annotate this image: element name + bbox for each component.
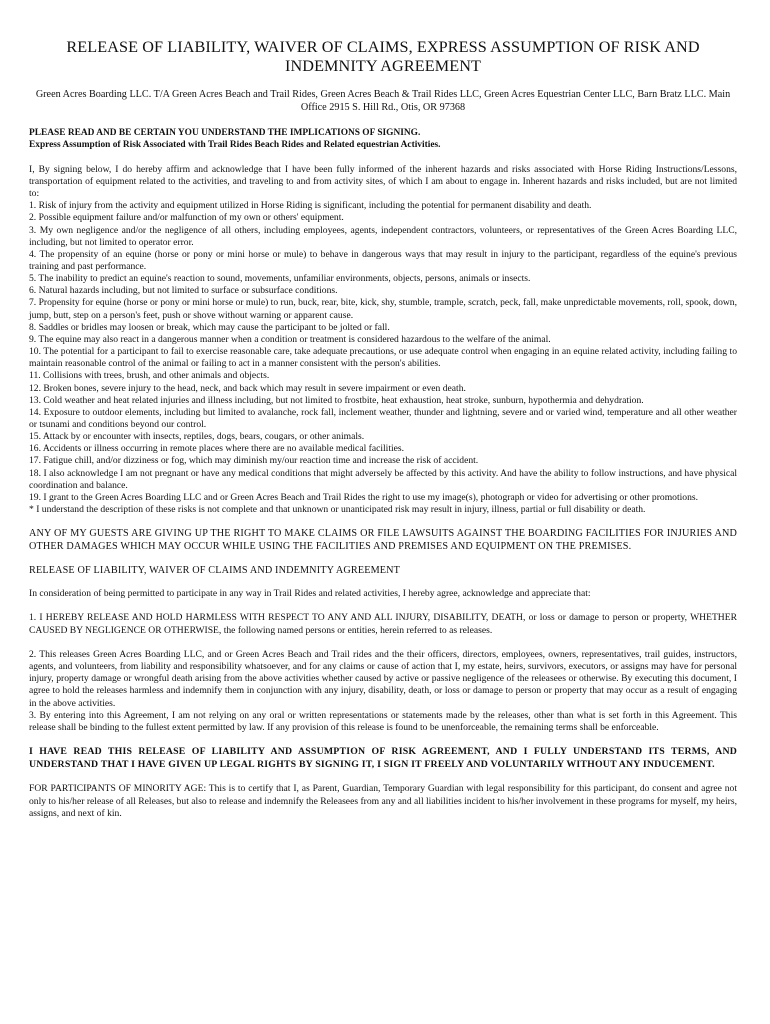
risk-item: 12. Broken bones, severe injury to the head, neck, and back which may result in severe impairment or even death. (29, 382, 466, 394)
release-intro: In consideration of being permitted to participate in any way in Trail Rides and related activities, I hereby agree, acknowledge and appreciate that: (29, 588, 591, 600)
risk-item: 1. Risk of injury from the activity and equipment utilized in Horse Riding is significant, including the potential for permanent disability and death. (29, 200, 592, 212)
risk-item: 15. Attack by or encounter with insects, reptiles, dogs, bears, cougars, or other animals. (29, 431, 365, 443)
company-info: Green Acres Boarding LLC. T/A Green Acres Beach and Trail Rides, Green Acres Beach & Trail Rides LLC, Green Acres Equestrian Center LLC, Barn Bratz LLC. Main Office 2915 S. Hill Rd., Otis, OR 97368 (35, 89, 731, 113)
notice-line-2: Express Assumption of Risk Associated with Trail Rides Beach Rides and Related equestrian Activities. (29, 140, 441, 151)
risk-item: 5. The inability to predict an equine's reaction to sound, movements, unfamiliar environments, objects, persons, animals or insects. (29, 273, 531, 285)
risk-item: 18. I also acknowledge I am not pregnant or have any medical conditions that might adversely be affected by this activity. And have the ability to follow instructions, and have physical coordination and balance. (29, 467, 737, 491)
risk-item: 19. I grant to the Green Acres Boarding LLC and or Green Acres Beach and Trail Rides the right to use my image(s), photograph or video for advertising or other promotions. (29, 491, 699, 503)
risk-item: 2. Possible equipment failure and/or malfunction of my own or others' equipment. (29, 212, 344, 224)
risk-item: 8. Saddles or bridles may loosen or break, which may cause the participant to be jolted or fall. (29, 321, 390, 333)
risk-item: 13. Cold weather and heat related injuries and illness including, but not limited to frostbite, heat exhaustion, heat stroke, sunburn, hypothermia and dehydration. (29, 394, 644, 406)
risk-item: * I understand the description of these risks is not complete and that unknown or unanticipated risk may result in injury, illness, partial or full disability or death. (29, 504, 646, 516)
guests-warning: ANY OF MY GUESTS ARE GIVING UP THE RIGHT TO MAKE CLAIMS OR FILE LAWSUITS AGAINST THE BOARDING FACILITIES FOR INJURIES AND OTHER DAMAGES WHICH MAY OCCUR WHILE USING THE FACILITIES AND PREMISES AND EQUIPMENT ON THE PREMISES. (29, 528, 737, 552)
intro-paragraph: I, By signing below, I do hereby affirm and acknowledge that I have been fully informed of the inherent hazards and risks associated with Horse Riding Instructions/Lessons, transportation of equipment related to the activities, and traveling to and from activity sites, of which I am about to engage in. Inherent hazards and risks included, but are not limited to: (29, 163, 737, 199)
document-title: RELEASE OF LIABILITY, WAIVER OF CLAIMS, EXPRESS ASSUMPTION OF RISK AND INDEMNITY AGREEMENT (66, 38, 700, 75)
risk-item: 9. The equine may also react in a dangerous manner when a condition or treatment is considered hazardous to the welfare of the animal. (29, 333, 551, 345)
risk-item: 17. Fatigue chill, and/or dizziness or fog, which may diminish my/our reaction time and increase the risk of accident. (29, 455, 479, 467)
risk-item: 7. Propensity for equine (horse or pony or mini horse or mule) to run, buck, rear, bite, kick, shy, stumble, trample, scratch, peck, fall, make unpredictable movements, roll, spook, down, jump, butt, step on a person's feet, push or shove without warning or apparent cause. (29, 297, 737, 321)
release-heading: RELEASE OF LIABILITY, WAIVER OF CLAIMS AND INDEMNITY AGREEMENT (29, 565, 401, 577)
risk-item: 6. Natural hazards including, but not limited to surface or subsurface conditions. (29, 285, 338, 297)
notice-heading (29, 127, 737, 151)
risk-item: 4. The propensity of an equine (horse or pony or mini horse or mule) to behave in dangerous ways that may result in injury to the participant, regardless of the equine's previous training and past performance. (29, 248, 737, 272)
notice-line-1: PLEASE READ AND BE CERTAIN YOU UNDERSTAND THE IMPLICATIONS OF SIGNING. (29, 128, 421, 139)
risk-item: 11. Collisions with trees, brush, and other animals and objects. (29, 370, 270, 382)
waiver-document (29, 38, 737, 820)
risk-item: 3. My own negligence and/or the negligence of all others, including employees, agents, independent contractors, volunteers, or representatives of the Green Acres Boarding LLC, including, but not limited to operator error. (29, 224, 737, 248)
risk-list (29, 200, 737, 516)
risk-item: 10. The potential for a participant to fail to exercise reasonable care, take adequate precautions, or use adequate control when engaging in an equine related activity, including failing to maintain reasonable control of the animal or failing to act in a manner consistent with the person's abilities. (29, 346, 737, 370)
release-clause-3: 3. By entering into this Agreement, I am not relying on any oral or written representations or statements made by the releases, other than what is set forth in this Agreement. This release shall be binding to the fullest extent permitted by law. If any provision of this release is found to be unenforceable, the remaining terms shall be enforceable. (29, 709, 737, 734)
release-clause-2: 2. This releases Green Acres Boarding LLC, and or Green Acres Beach and Trail rides and the their officers, directors, employees, owners, representatives, trail guides, instructors, agents, and volunteers, from liability and responsibility whatsoever, and for any claims or cause of action that I, my estate, heirs, survivors, executors, or assigns may have for personal injury, property damage or wrongful death arising from the above activities whether caused by active or passive negligence of the releasees or otherwise. By executing this document, I agree to hold the releases harmless and indemnify them in conjunction with any injury, disability, death, or loss or damage to person or property that may occur as a result of engaging in the above activities. (29, 648, 737, 709)
risk-item: 14. Exposure to outdoor elements, including but limited to avalanche, rock fall, inclement weather, thunder and lightning, severe and or varied wind, temperature and all other weather or tsunami and conditions beyond our control. (29, 406, 737, 431)
final-acknowledgement: I HAVE READ THIS RELEASE OF LIABILITY AND ASSUMPTION OF RISK AGREEMENT, AND I FULLY UNDERSTAND ITS TERMS, AND UNDERSTAND THAT I HAVE GIVEN UP LEGAL RIGHTS BY SIGNING IT, I SIGN IT FREELY AND VOLUNTARILY WITHOUT ANY INDUCEMENT. (29, 746, 737, 770)
release-clause-1: 1. I HEREBY RELEASE AND HOLD HARMLESS WITH RESPECT TO ANY AND ALL INJURY, DISABILITY, DEATH, or loss or damage to person or property, WHETHER CAUSED BY NEGLIGENCE OR OTHERWISE, the following named persons or entities, herein referred to as releases. (29, 612, 737, 636)
minority-clause: FOR PARTICIPANTS OF MINORITY AGE: This is to certify that I, as Parent, Guardian, Temporary Guardian with legal responsibility for this participant, do consent and agree not only to his/her release of all Releases, but also to release and indemnify the Releasees from any and all liabilities incident to his/her involvement in these programs for myself, my heirs, assigns, and next of kin. (29, 783, 737, 819)
risk-item: 16. Accidents or illness occurring in remote places where there are no available medical facilities. (29, 443, 405, 455)
